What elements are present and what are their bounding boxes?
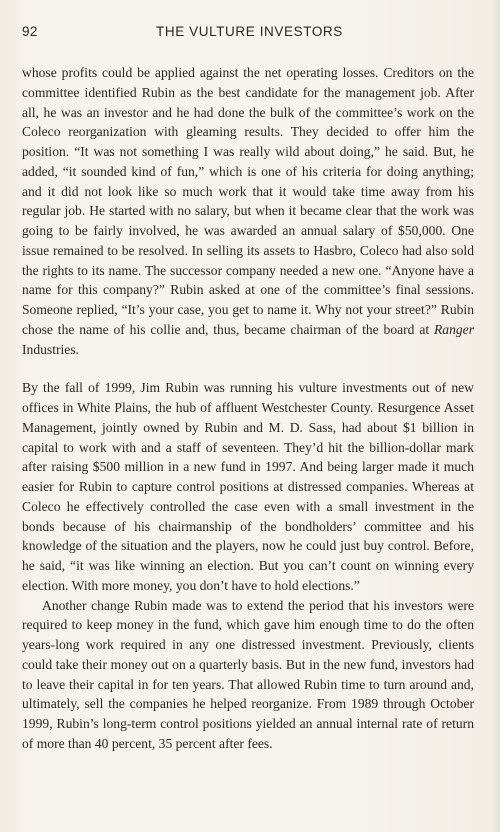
section-break — [22, 359, 474, 378]
paragraph-1-italic: Ranger — [433, 321, 474, 337]
paragraph-1 — [22, 63, 474, 359]
page-number: 92 — [22, 24, 38, 39]
body-text — [22, 63, 474, 754]
paragraph-1-text-a: whose profits could be applied against the net operating losses. Creditors on the committee identified Rubin as the best candidate for the management job. After all, he was an investor and he had done the bulk of the committee’s work on the Coleco reorganization with gleaming results. They decided to offer him the position. “It was not something I was really wild about doing,” he said. But, he added, “it sounded kind of fun,” which is one of his criteria for doing anything; and it did not look like so much work that it would take time away from his regular job. He started with no salary, but when it became clear that the work was going to be fairly involved, he was awarded an annual salary of $50,000. One issue remained to be resolved. In selling its assets to Hasbro, Coleco had also sold the rights to its name. The successor company needed a new one. “Anyone have a name for this company?” Rubin asked at one of the committee’s final sessions. Someone replied, “It’s your case, you get to name it. Why not your street?” Rubin chose the name of his collie and, thus, became chairman of the board at — [22, 65, 474, 337]
paragraph-3: Another change Rubin made was to extend the period that his investors were required to keep money in the fund, which gave him enough time to do the often years-long work required in any one distressed investment. Previously, clients could take their money out on a quarterly basis. But in the new fund, investors had to leave their capital in for ten years. That allowed Rubin time to turn around and, ultimately, sell the companies he helped reorganize. From 1989 through October 1999, Rubin’s long-term control positions yielded an annual internal rate of return of more than 40 percent, 35 percent after fees. — [22, 597, 474, 751]
running-head: THE VULTURE INVESTORS — [156, 24, 343, 39]
page-edge-shadow — [492, 0, 500, 832]
paragraph-1-text-b: Industries. — [22, 341, 80, 357]
paragraph-2: By the fall of 1999, Jim Rubin was running his vulture investments out of new offices in White Plains, the hub of affluent Westchester County. Resurgence Asset Management, jointly owned by Rubin and M. D. Sass, had about $1 billion in capital to work with and a staff of seventeen. They’d hit the billion-dollar mark after raising $500 million in a new fund in 1997. And being larger made it much easier for Rubin to capture control positions at distressed companies. Whereas at Coleco he effectively controlled the case even with a small investment in the bonds because of his chairmanship of the bondholders’ committee and his knowledge of the situation and the players, now he could just buy control. Before, he said, “it was like winning an election. But you can’t count on winning every election. With more money, you don’t have to hold elections.” — [22, 380, 474, 593]
page-header — [22, 24, 472, 42]
